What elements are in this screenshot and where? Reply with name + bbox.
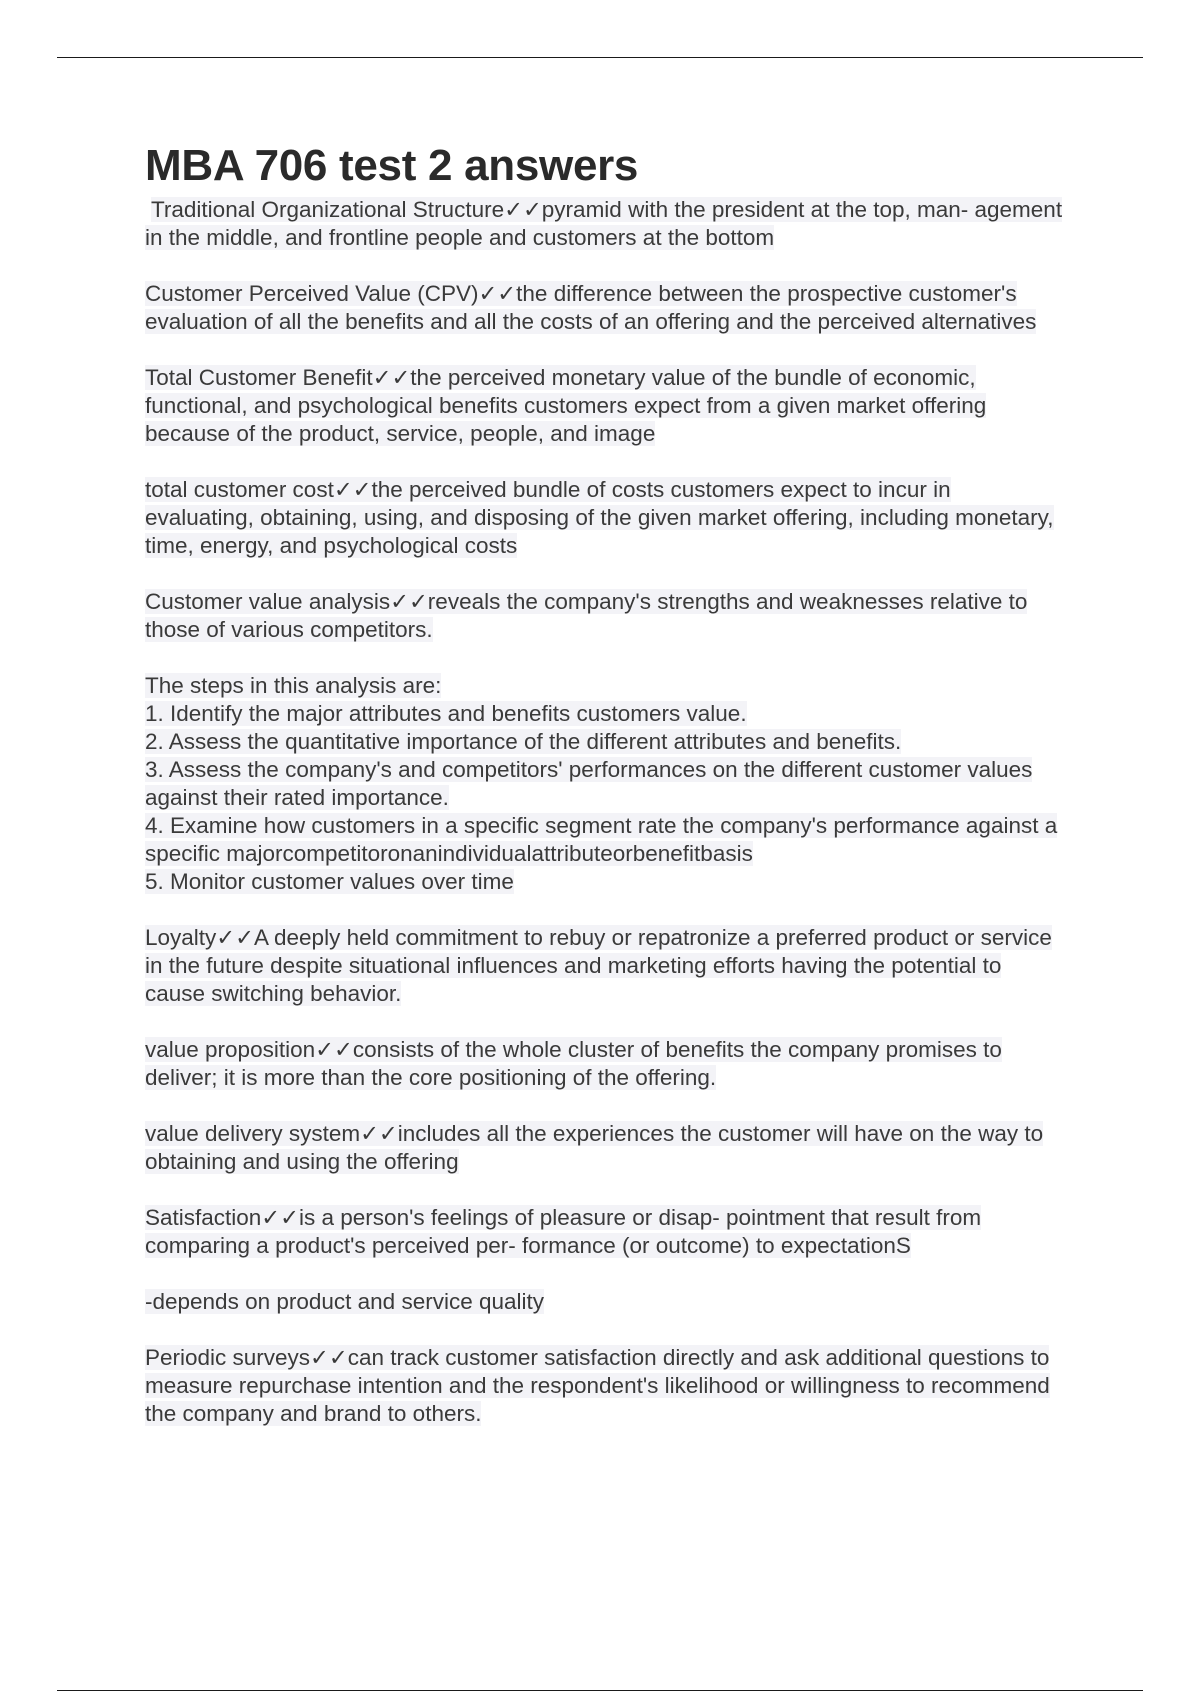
entry-value-delivery-system: value delivery system✓✓includes all the experiences the customer will have on the way to obtaining and using the offering (145, 1121, 1044, 1174)
step-item: 3. Assess the company's and competitors' performances on the different customer values against their rated importance. (145, 757, 1033, 810)
entry-total-customer-cost: total customer cost✓✓the perceived bundle of costs customers expect to incur in evaluating, obtaining, using, and disposing of the given market offering, including monetary, time, energy, and psychological costs (145, 477, 1054, 558)
document-body (145, 140, 1065, 1456)
page-title: MBA 706 test 2 answers (145, 141, 639, 190)
top-rule (57, 57, 1143, 58)
bottom-rule (57, 1690, 1143, 1691)
step-item: 5. Monitor customer values over time (145, 869, 514, 894)
entry-quality-note: -depends on product and service quality (145, 1289, 545, 1314)
entry-satisfaction: Satisfaction✓✓is a person's feelings of pleasure or disap- pointment that result from comparing a product's perceived per- formance (or outcome) to expectationS (145, 1205, 982, 1258)
analysis-steps (145, 672, 1065, 896)
entry-loyalty: Loyalty✓✓A deeply held commitment to rebuy or repatronize a preferred product or service in the future despite situational influences and marketing efforts having the potential to cause switching behavior. (145, 925, 1052, 1006)
step-item: 1. Identify the major attributes and benefits customers value. (145, 701, 747, 726)
entry-periodic-surveys: Periodic surveys✓✓can track customer satisfaction directly and ask additional questions to measure repurchase intention and the respondent's likelihood or willingness to recommend the company and brand to others. (145, 1345, 1050, 1426)
step-item: 2. Assess the quantitative importance of the different attributes and benefits. (145, 729, 902, 754)
entry-traditional-structure: Traditional Organizational Structure✓✓pyramid with the president at the top, man- agement in the middle, and frontline people and customers at the bottom (145, 197, 1063, 250)
step-item: 4. Examine how customers in a specific segment rate the company's performance against a specific majorcompetitoronanindividualattributeorbenefitbasis (145, 813, 1058, 866)
entry-total-customer-benefit: Total Customer Benefit✓✓the perceived monetary value of the bundle of economic, functional, and psychological benefits customers expect from a given market offering because of the product, service, people, and image (145, 365, 987, 446)
entry-customer-value-analysis: Customer value analysis✓✓reveals the company's strengths and weaknesses relative to those of various competitors. (145, 589, 1028, 642)
entry-cpv: Customer Perceived Value (CPV)✓✓the difference between the prospective customer's evaluation of all the benefits and all the costs of an offering and the perceived alternatives (145, 281, 1037, 334)
entry-value-proposition: value proposition✓✓consists of the whole cluster of benefits the company promises to deliver; it is more than the core positioning of the offering. (145, 1037, 1002, 1090)
steps-intro: The steps in this analysis are: (145, 673, 442, 698)
